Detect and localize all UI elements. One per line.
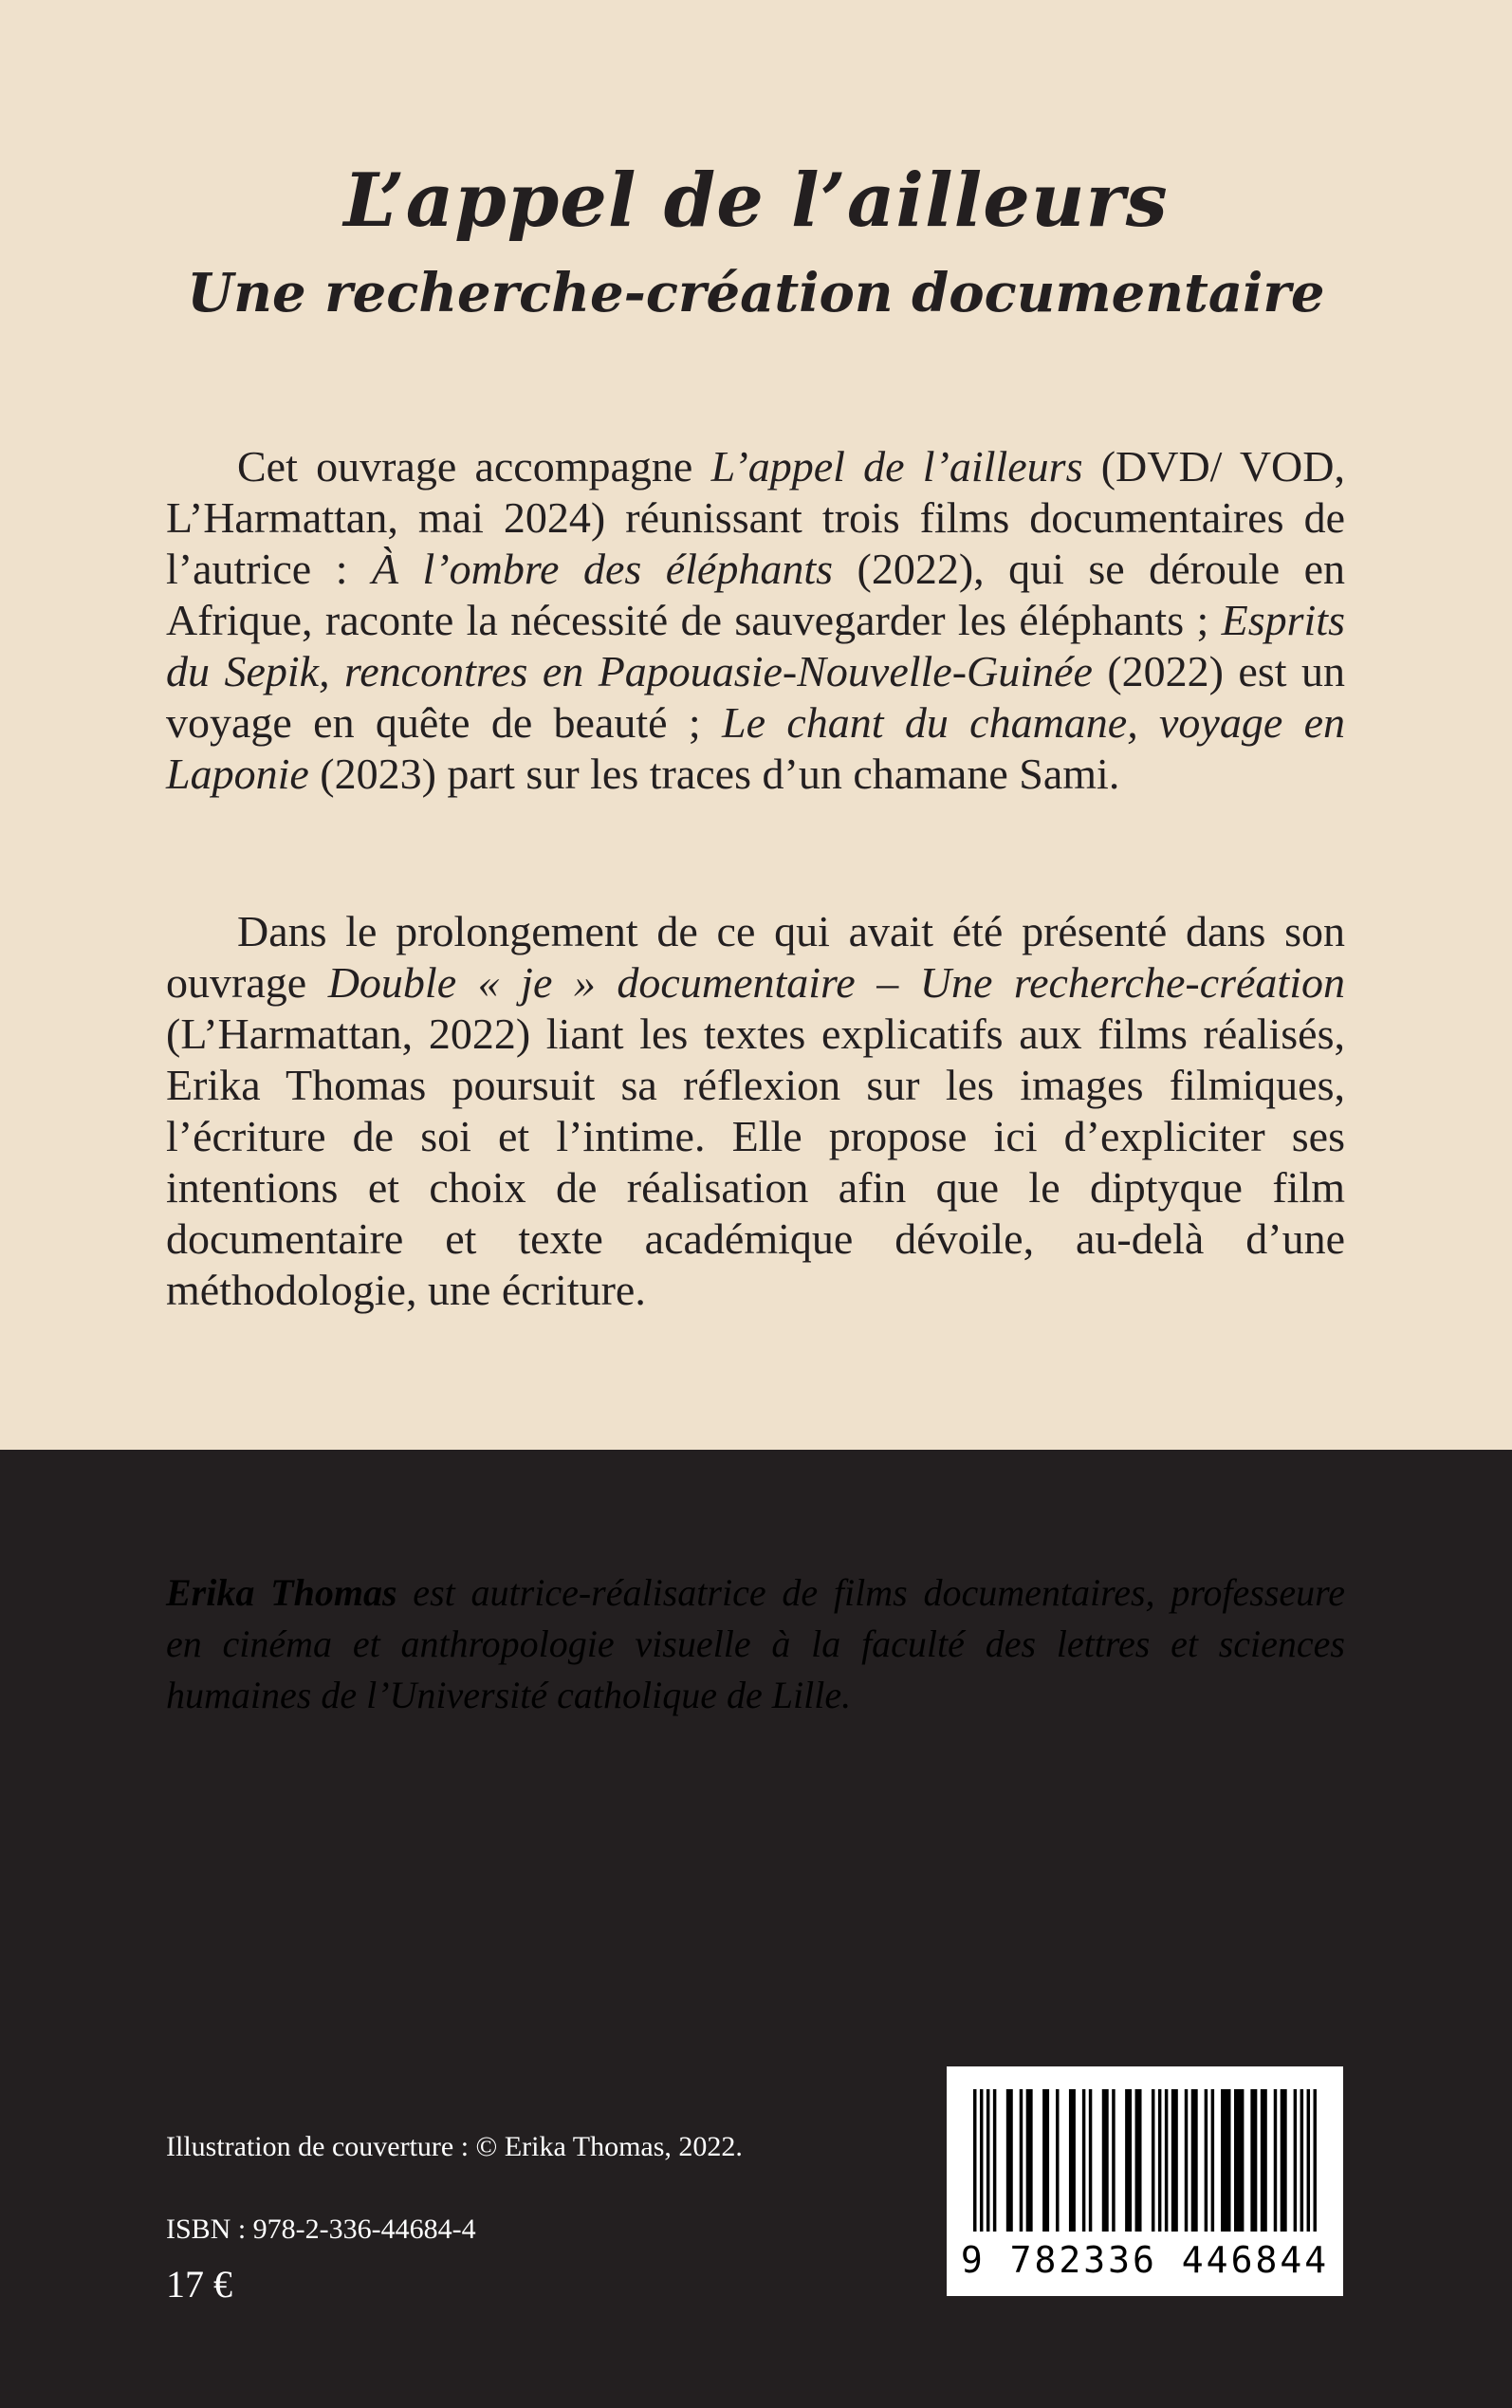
- text-run: (2023) part sur les traces d’un chamane Sami.: [308, 750, 1120, 798]
- film-title: Le chant du chamane, voyage en Laponie: [166, 698, 1346, 798]
- barcode-bar: [1307, 2089, 1310, 2232]
- barcode-bars: [973, 2089, 1317, 2232]
- barcode-bar: [1112, 2089, 1115, 2232]
- barcode-bar: [1026, 2089, 1033, 2232]
- barcode-bar: [1089, 2089, 1092, 2232]
- barcode-bar: [1300, 2089, 1303, 2232]
- barcode-bar: [1135, 2089, 1142, 2232]
- barcode-bar: [1294, 2089, 1297, 2232]
- text-run: (2022), qui se déroule en Afrique, raconte la nécessité de sauvegarder les éléphants ;: [166, 545, 1345, 644]
- book-title: L’appel de l’ailleurs: [343, 157, 1169, 244]
- barcode-bar: [1082, 2089, 1085, 2232]
- text-run: (L’Harmattan, 2022) liant les textes explicatifs aux films réalisés, Erika Thomas poursuit sa réflexion sur les images filmiques, l’écriture de soi et l’intime. Elle propose ici d’expliciter ses intentions et choix de réalisation afin que le diptyque film documentaire et texte académique dévoile, au-delà d’une méthodologie, une écriture.: [166, 1010, 1345, 1314]
- barcode-bar: [1020, 2089, 1023, 2232]
- barcode-digits: 9 782336 446844: [960, 2239, 1330, 2281]
- barcode-bar: [1221, 2089, 1230, 2232]
- barcode-bar: [1191, 2089, 1198, 2232]
- barcode-bar: [986, 2089, 989, 2232]
- barcode: [947, 2066, 1343, 2296]
- isbn: ISBN : 978-2-336-44684-4: [166, 2214, 476, 2245]
- barcode-bar: [1056, 2089, 1059, 2232]
- author-name: Erika Thomas: [166, 1571, 397, 1614]
- barcode-bar: [1250, 2089, 1257, 2232]
- barcode-bar: [1274, 2089, 1277, 2232]
- price: 17 €: [166, 2263, 232, 2306]
- barcode-bar: [1261, 2089, 1267, 2232]
- barcode-bar: [993, 2089, 996, 2232]
- barcode-bar: [973, 2089, 976, 2232]
- barcode-bar: [1171, 2089, 1178, 2232]
- film-title: À l’ombre des éléphants: [371, 545, 834, 593]
- barcode-bar: [1006, 2089, 1013, 2232]
- barcode-bar: [980, 2089, 983, 2232]
- barcode-bar: [1185, 2089, 1188, 2232]
- barcode-bar: [1281, 2089, 1287, 2232]
- author-bio-text: est autrice-réalisatrice de films documentaires, professeure en cinéma et anthropologie visuelle à la faculté des lettres et sciences humaines de l’Université catholique de Lille.: [166, 1571, 1345, 1716]
- barcode-bar: [1125, 2089, 1132, 2232]
- film-title: L’appel de l’ailleurs: [710, 442, 1083, 491]
- title-block: [0, 152, 1512, 336]
- barcode-bar: [1042, 2089, 1049, 2232]
- text-run: Dans le prolongement de ce qui avait été présenté dans son ouvrage: [166, 907, 1345, 1007]
- film-title: Esprits du Sepik, rencontres en Papouasie-Nouvelle-Guinée: [166, 596, 1345, 695]
- book-subtitle: Une recherche-création documentaire: [187, 262, 1325, 324]
- text-run: (DVD/ VOD, L’Harmattan, mai 2024) réunissant trois films documentaires de l’autrice :: [166, 442, 1345, 593]
- barcode-bar: [1165, 2089, 1168, 2232]
- book-reference: Double « je » documentaire – Une recherche-création: [327, 958, 1345, 1007]
- description-paragraph-2: [166, 906, 1345, 1316]
- barcode-bar: [1205, 2089, 1208, 2232]
- barcode-bar: [1314, 2089, 1317, 2232]
- barcode-bar: [1211, 2089, 1214, 2232]
- barcode-bar: [1069, 2089, 1076, 2232]
- illustration-credit: Illustration de couverture : © Erika Thomas, 2022.: [166, 2131, 743, 2162]
- barcode-bar: [1158, 2089, 1161, 2232]
- description-paragraph-1: [166, 441, 1345, 800]
- author-bio: [166, 1567, 1345, 1721]
- text-run: (2022) est un voyage en quête de beauté ;: [166, 647, 1345, 747]
- text-run: Cet ouvrage accompagne: [237, 442, 711, 491]
- barcode-bar: [1152, 2089, 1154, 2232]
- barcode-bar: [1234, 2089, 1244, 2232]
- barcode-bar: [1102, 2089, 1109, 2232]
